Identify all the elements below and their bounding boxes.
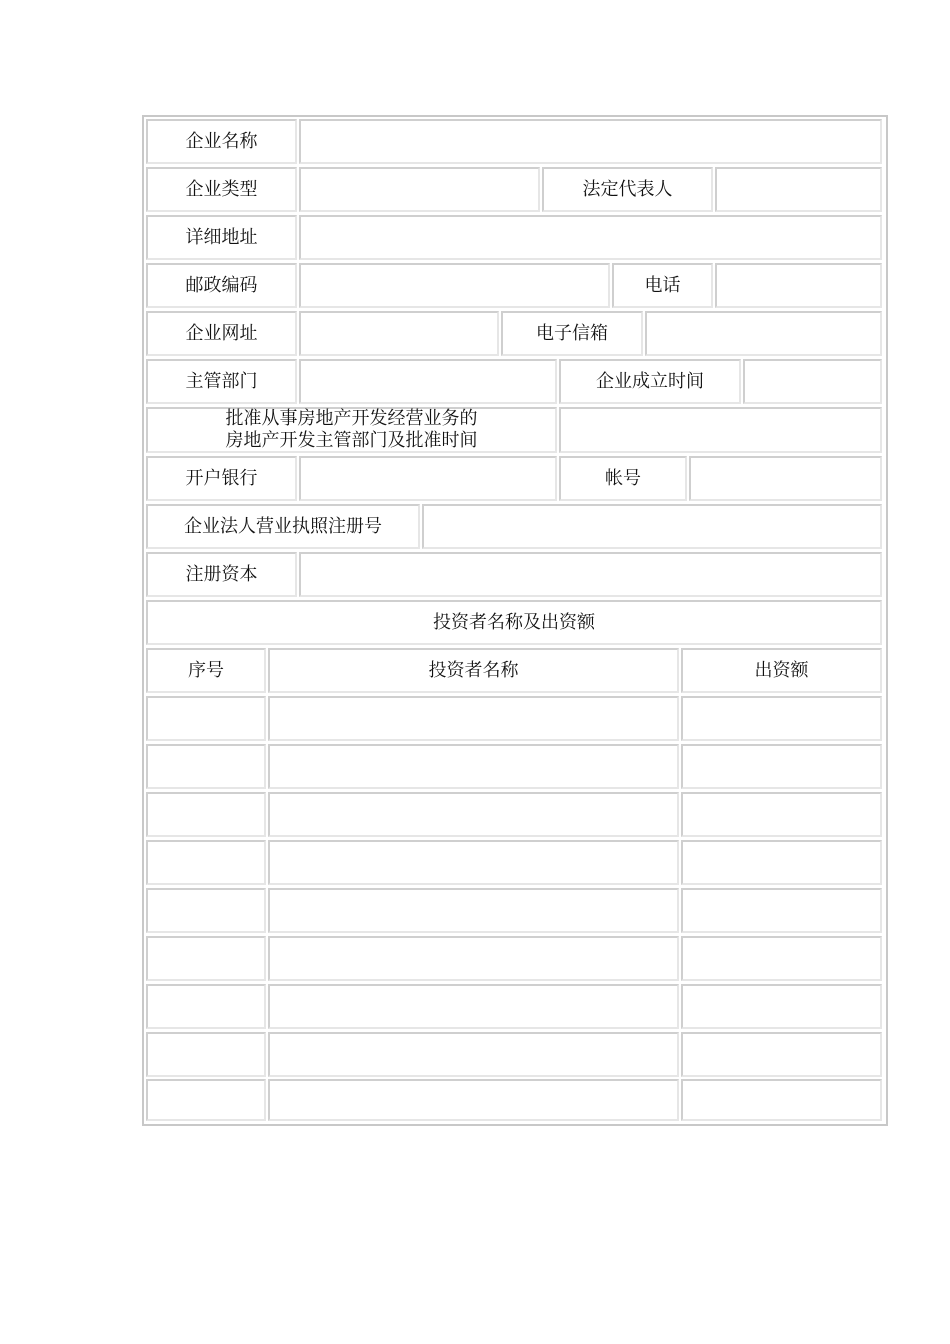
label-bank: 开户银行	[146, 456, 297, 501]
investor-seq-cell[interactable]	[146, 744, 266, 789]
field-email[interactable]	[645, 311, 882, 356]
label-approval-line1: 批准从事房地产开发经营业务的	[225, 408, 478, 429]
label-approval-line2: 房地产开发主管部门及批准时间	[225, 430, 478, 451]
investor-name-cell[interactable]	[268, 936, 679, 981]
investor-seq-cell[interactable]	[146, 696, 266, 741]
field-approval[interactable]	[559, 407, 882, 453]
investor-amount-cell[interactable]	[681, 792, 882, 837]
investor-name-cell[interactable]	[268, 840, 679, 885]
label-address: 详细地址	[146, 215, 297, 260]
investor-seq-cell[interactable]	[146, 936, 266, 981]
field-company-type[interactable]	[299, 167, 540, 212]
label-approval-authority	[146, 407, 557, 453]
label-email: 电子信箱	[501, 311, 643, 356]
label-license-no: 企业法人营业执照注册号	[146, 504, 420, 549]
investor-seq-cell[interactable]	[146, 1079, 266, 1121]
field-registered-capital[interactable]	[299, 552, 882, 597]
label-postcode: 邮政编码	[146, 263, 297, 308]
investor-name-cell[interactable]	[268, 744, 679, 789]
investor-amount-cell[interactable]	[681, 1032, 882, 1077]
header-amount: 出资额	[681, 648, 882, 693]
field-website[interactable]	[299, 311, 499, 356]
investor-name-cell[interactable]	[268, 1032, 679, 1077]
field-company-name[interactable]	[299, 119, 882, 164]
label-legal-rep: 法定代表人	[542, 167, 713, 212]
field-legal-rep[interactable]	[715, 167, 882, 212]
investor-name-cell[interactable]	[268, 1079, 679, 1121]
label-founded: 企业成立时间	[559, 359, 741, 404]
header-investor-name: 投资者名称	[268, 648, 679, 693]
investor-amount-cell[interactable]	[681, 936, 882, 981]
field-founded[interactable]	[743, 359, 882, 404]
investor-amount-cell[interactable]	[681, 888, 882, 933]
label-account: 帐号	[559, 456, 687, 501]
field-account[interactable]	[689, 456, 882, 501]
field-authority[interactable]	[299, 359, 557, 404]
investor-amount-cell[interactable]	[681, 744, 882, 789]
label-phone: 电话	[612, 263, 713, 308]
field-postcode[interactable]	[299, 263, 610, 308]
label-company-name: 企业名称	[146, 119, 297, 164]
field-license-no[interactable]	[422, 504, 882, 549]
investor-amount-cell[interactable]	[681, 840, 882, 885]
investor-name-cell[interactable]	[268, 792, 679, 837]
investors-section-title: 投资者名称及出资额	[146, 600, 882, 645]
label-company-type: 企业类型	[146, 167, 297, 212]
field-phone[interactable]	[715, 263, 882, 308]
investor-name-cell[interactable]	[268, 696, 679, 741]
field-address[interactable]	[299, 215, 882, 260]
investor-seq-cell[interactable]	[146, 888, 266, 933]
investor-seq-cell[interactable]	[146, 1032, 266, 1077]
investor-seq-cell[interactable]	[146, 792, 266, 837]
investor-name-cell[interactable]	[268, 984, 679, 1029]
investor-name-cell[interactable]	[268, 888, 679, 933]
label-authority: 主管部门	[146, 359, 297, 404]
label-registered-capital: 注册资本	[146, 552, 297, 597]
investor-seq-cell[interactable]	[146, 840, 266, 885]
field-bank[interactable]	[299, 456, 557, 501]
header-seq: 序号	[146, 648, 266, 693]
investor-amount-cell[interactable]	[681, 1079, 882, 1121]
investor-seq-cell[interactable]	[146, 984, 266, 1029]
investor-amount-cell[interactable]	[681, 984, 882, 1029]
label-website: 企业网址	[146, 311, 297, 356]
investor-amount-cell[interactable]	[681, 696, 882, 741]
